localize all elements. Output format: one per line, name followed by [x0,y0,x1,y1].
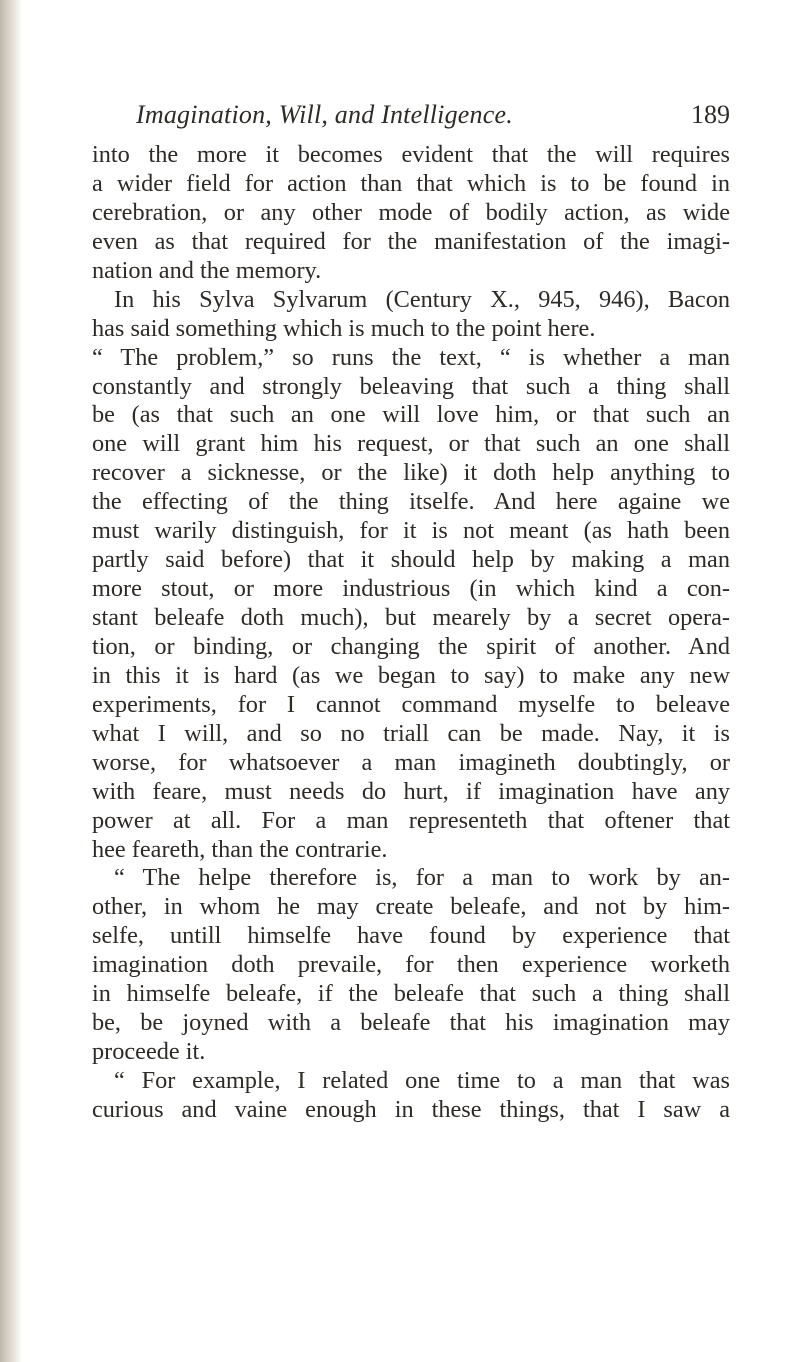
text-line: “ For example, I related one time to a man that was [114,1067,730,1094]
text-line: more stout, or more industrious (in which kind a con- [92,575,730,603]
text-line: imagination doth prevaile, for then experience worketh [92,951,730,979]
running-head [92,100,730,140]
text-line: tion, or binding, or changing the spirit of another. And [92,632,730,660]
text-line: nation and the memory. [92,256,322,284]
text-line: cerebration, or any other mode of bodily action, as wide [92,198,730,226]
text-line: power at all. For a man representeth that oftener that [92,806,730,834]
text-line: in himselfe beleafe, if the beleafe that such a thing shall [92,980,730,1008]
text-line: “ The problem,” so runs the text, “ is whether a man [92,343,730,371]
page-number: 189 [691,100,730,129]
text-line: selfe, untill himselfe have found by experience that [92,922,730,950]
text-line: partly said before) that it should help by making a man [92,546,730,574]
text-line: constantly and strongly beleaving that such a thing shall [92,372,730,400]
text-line: recover a sicknesse, or the like) it doth help anything to [92,459,730,487]
text-line: in this it is hard (as we began to say) to make any new [92,661,730,689]
text-line: be (as that such an one will love him, or that such an [92,401,730,429]
text-line: curious and vaine enough in these things, that I saw a [92,1095,730,1123]
text-line: “ The helpe therefore is, for a man to work by an- [114,864,730,892]
text-line: with feare, must needs do hurt, if imagination have any [92,777,730,805]
text-line: into the more it becomes evident that the will requires [92,141,730,168]
text-line: be, be joyned with a beleafe that his imagination may [92,1009,730,1037]
text-line: must warily distinguish, for it is not meant (as hath been [92,517,730,545]
text-line: has said something which is much to the point here. [92,314,596,342]
body-text [92,141,730,1125]
text-line: what I will, and so no triall can be made. Nay, it is [92,719,730,747]
text-line: proceede it. [92,1038,206,1066]
text-line: hee feareth, than the contrarie. [92,835,388,863]
text-line: stant beleafe doth much), but mearely by a secret opera- [92,604,730,631]
text-line: the effecting of the thing itselfe. And here againe we [92,488,730,516]
text-line: even as that required for the manifestation of the imagi- [92,227,730,255]
text-line: worse, for whatsoever a man imagineth doubtingly, or [92,748,730,776]
running-title: Imagination, Will, and Intelligence. [136,100,513,129]
book-page [92,0,782,1362]
text-line: In his Sylva Sylvarum (Century X., 945, 946), Bacon [114,285,730,313]
text-line: other, in whom he may create beleafe, and not by him- [92,893,730,921]
text-line: experiments, for I cannot command myselfe to beleave [92,690,730,718]
text-line: a wider field for action than that which is to be found in [92,169,730,197]
text-line: one will grant him his request, or that such an one shall [92,430,730,458]
page-gutter-shadow [0,0,22,1362]
